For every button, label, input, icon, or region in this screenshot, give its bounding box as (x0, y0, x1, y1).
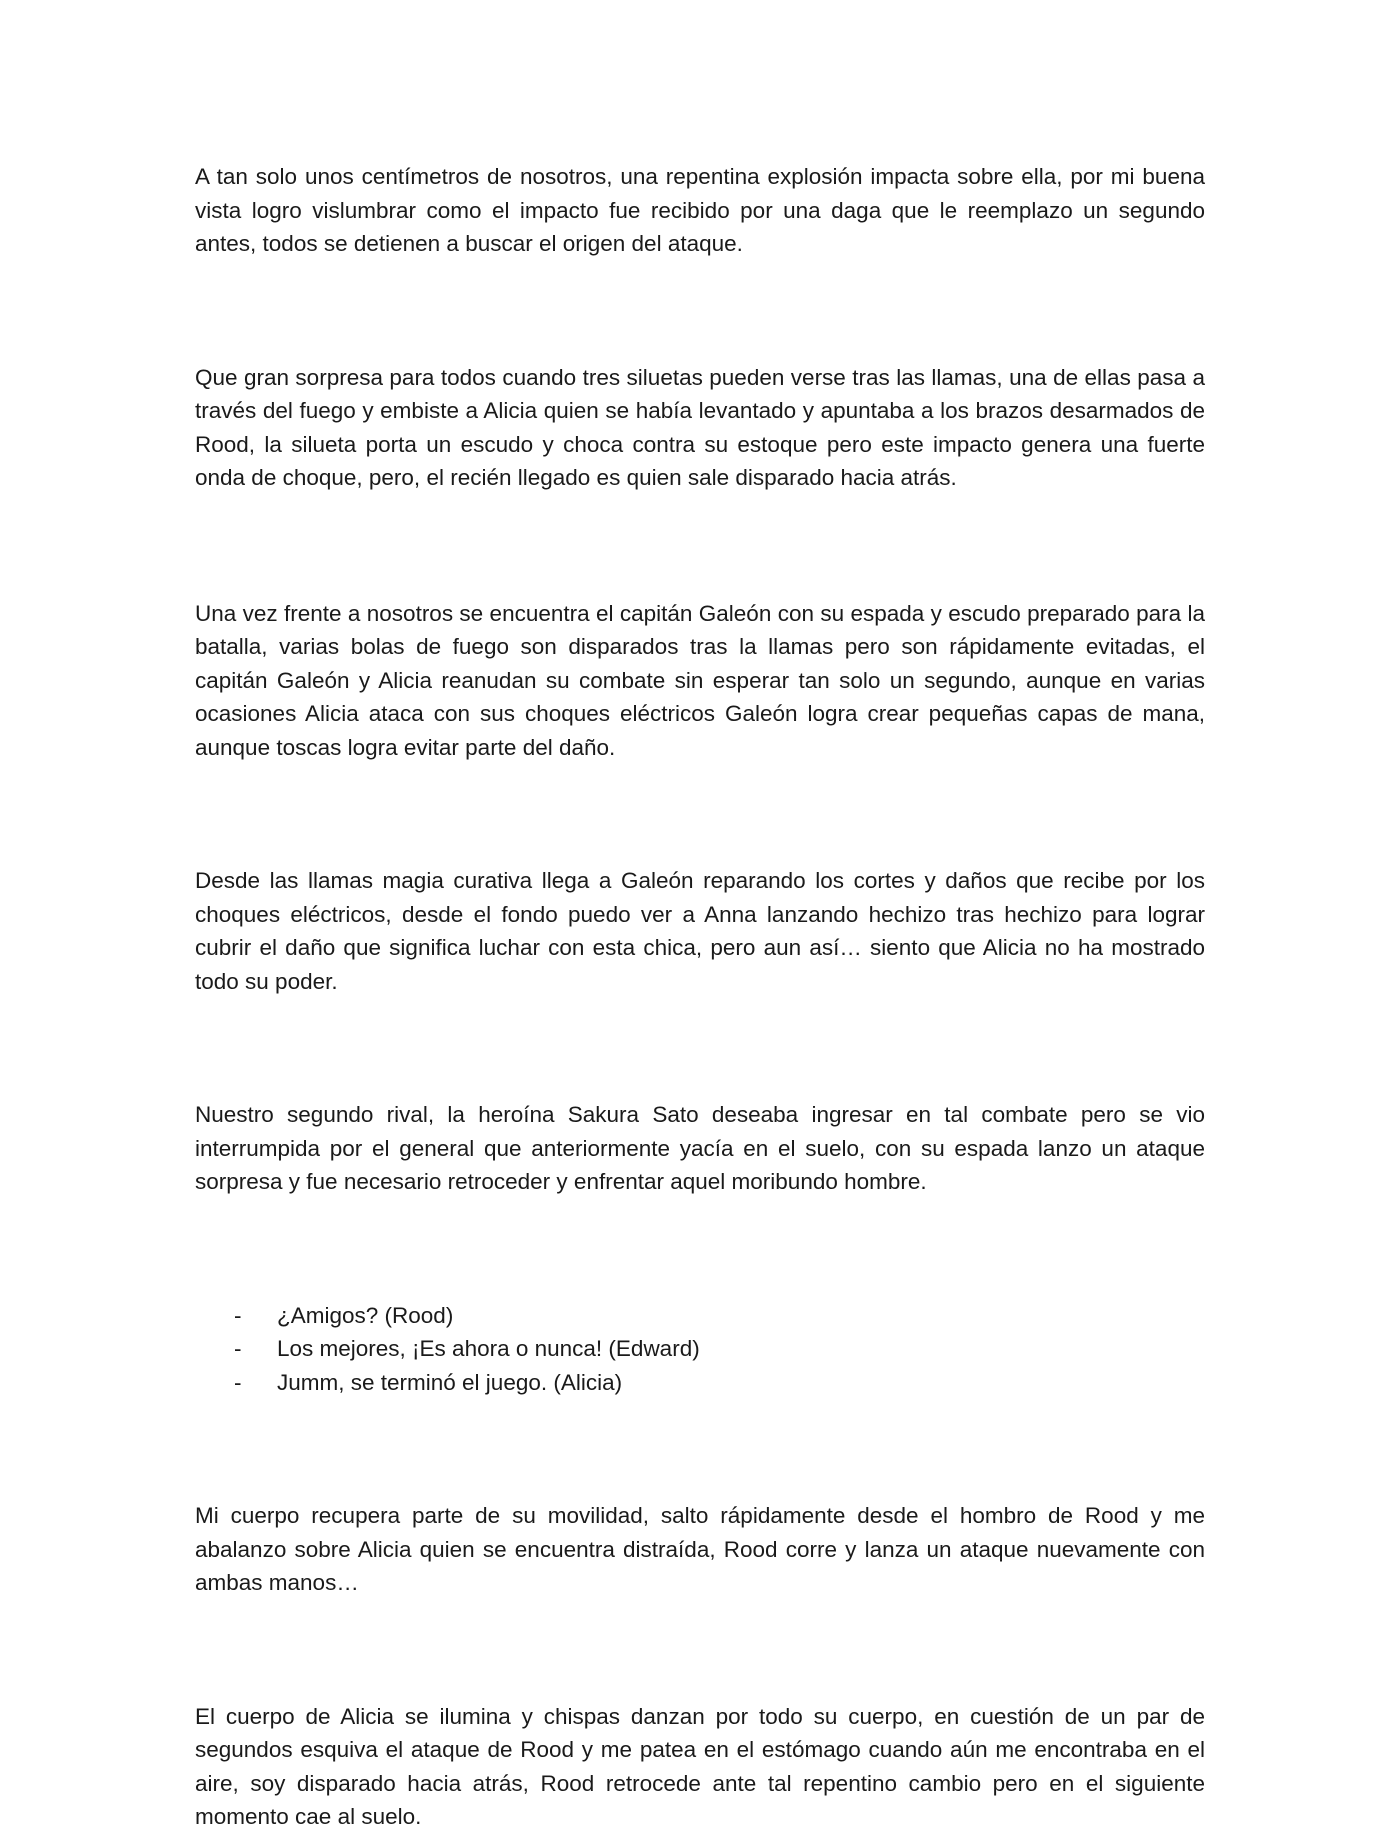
document-body (195, 160, 1205, 1834)
dialog-line (195, 1332, 1205, 1366)
paragraph: Nuestro segundo rival, la heroína Sakura Sato deseaba ingresar en tal combate pero se vio interrumpida por el general que anteriormente yacía en el suelo, con su espada lanzo un ataque sorpresa y fue necesario retroceder y enfrentar aquel moribundo hombre. (195, 1102, 1205, 1194)
dialog-line (195, 1366, 1205, 1400)
dialog-line (195, 1299, 1205, 1333)
dialog-list (195, 1299, 1205, 1400)
paragraph: Mi cuerpo recupera parte de su movilidad, salto rápidamente desde el hombro de Rood y me abalanzo sobre Alicia quien se encuentra distraída, Rood corre y lanza un ataque nuevamente con ambas manos… (195, 1503, 1205, 1595)
dash-bullet: - (234, 1369, 242, 1395)
dash-bullet: - (234, 1302, 242, 1328)
dialog-text: Los mejores, ¡Es ahora o nunca! (Edward) (277, 1336, 700, 1361)
dialog-text: Jumm, se terminó el juego. (Alicia) (277, 1369, 623, 1395)
paragraph: Una vez frente a nosotros se encuentra el capitán Galeón con su espada y escudo preparado para la batalla, varias bolas de fuego son disparados tras la llamas pero son rápidamente evitadas, el capitán Galeón y Alicia reanudan su combate sin esperar tan solo un segundo, aunque en varias ocasiones Alicia ataca con sus choques eléctricos Galeón logra crear pequeñas capas de mana, aunque toscas logra evitar parte del daño. (195, 600, 1205, 760)
paragraph: Desde las llamas magia curativa llega a Galeón reparando los cortes y daños que recibe por los choques eléctricos, desde el fondo puedo ver a Anna lanzando hechizo tras hechizo para lograr cubrir el daño que significa luchar con esta chica, pero aun así… siento que Alicia no ha mostrado todo su poder. (195, 868, 1205, 994)
paragraph: Que gran sorpresa para todos cuando tres siluetas pueden verse tras las llamas, una de ellas pasa a través del fuego y embiste a Alicia quien se había levantado y apuntaba a los brazos desarmados de Rood, la silueta porta un escudo y choca contra su estoque pero este impacto genera una fuerte onda de choque, pero, el recién llegado es quien sale disparado hacia atrás. (195, 364, 1205, 490)
paragraph: A tan solo unos centímetros de nosotros, una repentina explosión impacta sobre ella, por mi buena vista logro vislumbrar como el impacto fue recibido por una daga que le reemplazo un segundo antes, todos se detienen a buscar el origen del ataque. (195, 164, 1205, 256)
dash-bullet: - (234, 1336, 242, 1361)
dialog-text: ¿Amigos? (Rood) (277, 1302, 454, 1328)
paragraph: El cuerpo de Alicia se ilumina y chispas danzan por todo su cuerpo, en cuestión de un par de segundos esquiva el ataque de Rood y me patea en el estómago cuando aún me encontraba en el aire, soy disparado hacia atrás, Rood retrocede ante tal repentino cambio pero en el siguiente momento cae al suelo. (195, 1703, 1205, 1829)
